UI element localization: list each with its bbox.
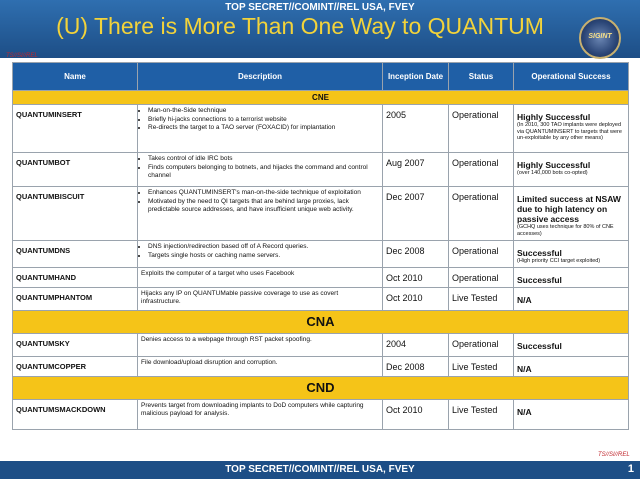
column-header-inception-date: Inception Date (383, 63, 449, 91)
column-header-operational-success: Operational Success (514, 63, 629, 91)
seal-text: SIGINT (588, 33, 612, 40)
program-name: QUANTUMPHANTOM (13, 287, 138, 310)
status: Operational (449, 153, 514, 187)
table-header-row (13, 63, 629, 91)
program-name: QUANTUMBISCUIT (13, 187, 138, 241)
table-row (13, 267, 629, 287)
status: Operational (449, 267, 514, 287)
status: Operational (449, 105, 514, 153)
footer-bar (0, 461, 640, 479)
table-row (13, 153, 629, 187)
table-row (13, 356, 629, 376)
program-name: QUANTUMSKY (13, 333, 138, 356)
table-row (13, 241, 629, 268)
program-description (138, 333, 383, 356)
operational-success (514, 333, 629, 356)
description-bullet: • DNS injection/redirection based off of A Record queries. (148, 243, 379, 252)
inception-date: 2004 (383, 333, 449, 356)
program-name: QUANTUMHAND (13, 267, 138, 287)
column-header-description: Description (138, 63, 383, 91)
description-bullets (141, 243, 379, 260)
description-bullet: • Finds computers belonging to botnets, and hijacks the command and control channel (148, 164, 379, 181)
status: Live Tested (449, 399, 514, 429)
inception-date: Oct 2010 (383, 267, 449, 287)
status: Live Tested (449, 287, 514, 310)
inception-date: Dec 2007 (383, 187, 449, 241)
description-text: Prevents target from downloading implants to DoD computers while capturing malicious payload for analysis. (141, 401, 364, 417)
header-bar (0, 0, 640, 58)
status: Operational (449, 241, 514, 268)
table-row (13, 333, 629, 356)
inception-date: 2005 (383, 105, 449, 153)
operational-success (514, 356, 629, 376)
column-header-status: Status (449, 63, 514, 91)
description-text: Hijacks any IP on QUANTUMable passive coverage to use as covert infrastructure. (141, 289, 339, 305)
success-summary: Successful (517, 248, 562, 258)
operational-success (514, 287, 629, 310)
success-summary: Limited success at NSAW due to high latency on passive access (517, 194, 621, 224)
success-summary: N/A (517, 406, 532, 417)
slide-title: (U) There is More Than One Way to QUANTUM (56, 13, 544, 39)
success-note: (GCHQ uses technique for 80% of CNE accesses) (517, 224, 614, 237)
table-row (13, 187, 629, 241)
success-summary: N/A (517, 363, 532, 374)
table-body (13, 91, 629, 430)
description-bullets (141, 189, 379, 215)
program-description (138, 153, 383, 187)
description-bullet: • Man-on-the-Side technique (148, 107, 379, 116)
classification-banner-top: TOP SECRET//COMINT//REL USA, FVEY (225, 2, 415, 13)
success-note: (High priority CCI target exploited) (517, 258, 601, 264)
success-note: (over 140,000 bots co-opted) (517, 170, 588, 176)
success-summary: Highly Successful (517, 112, 591, 122)
section-label: CND (13, 376, 629, 399)
description-bullet: • Targets single hosts or caching name servers. (148, 252, 379, 261)
inception-date: Dec 2008 (383, 356, 449, 376)
operational-success (514, 187, 629, 241)
description-bullets (141, 107, 379, 133)
portion-marking-bottom: TS//SI//REL (598, 452, 630, 458)
page-number: 1 (627, 463, 634, 475)
table-row (13, 399, 629, 429)
portion-marking-top: TS//SI//REL (6, 53, 38, 59)
classification-banner-bottom: TOP SECRET//COMINT//REL USA, FVEY (225, 464, 415, 475)
description-bullet: • Re-directs the target to a TAO server (FOXACID) for implantation (148, 124, 379, 133)
section-row-cna (13, 310, 629, 333)
program-name: QUANTUMDNS (13, 241, 138, 268)
section-label: CNA (13, 310, 629, 333)
table-row (13, 105, 629, 153)
success-summary: N/A (517, 294, 532, 305)
program-name: QUANTUMCOPPER (13, 356, 138, 376)
agency-seal-logo (579, 17, 621, 59)
success-note: (In 2010, 300 TAO implants were deployed via QUANTUMINSERT to targets that were un-exploitable by any other means) (517, 122, 622, 141)
quantum-table (12, 62, 629, 430)
program-description (138, 241, 383, 268)
description-bullet: • Takes control of idle IRC bots (148, 155, 379, 164)
operational-success (514, 267, 629, 287)
section-label: CNE (13, 91, 629, 105)
status: Operational (449, 333, 514, 356)
description-bullet: • Briefly hi-jacks connections to a terrorist website (148, 116, 379, 125)
program-description (138, 399, 383, 429)
description-text: Denies access to a webpage through RST packet spoofing. (141, 335, 312, 343)
program-description (138, 187, 383, 241)
success-summary: Successful (517, 340, 562, 351)
description-bullets (141, 155, 379, 181)
operational-success (514, 105, 629, 153)
description-text: File download/upload disruption and corruption. (141, 358, 278, 366)
description-text: Exploits the computer of a target who uses Facebook (141, 269, 295, 277)
description-bullet: • Enhances QUANTUMINSERT's man-on-the-side technique of exploitation (148, 189, 379, 198)
program-name: QUANTUMINSERT (13, 105, 138, 153)
section-row-cnd (13, 376, 629, 399)
table-row (13, 287, 629, 310)
success-summary: Highly Successful (517, 160, 591, 170)
inception-date: Aug 2007 (383, 153, 449, 187)
status: Operational (449, 187, 514, 241)
program-description (138, 267, 383, 287)
description-bullet: • Motivated by the need to QI targets that are behind large proxies, lack predictable source addresses, and have insufficient unique web activity. (148, 198, 379, 215)
inception-date: Oct 2010 (383, 287, 449, 310)
success-summary: Successful (517, 274, 562, 285)
operational-success (514, 153, 629, 187)
program-description (138, 105, 383, 153)
operational-success (514, 241, 629, 268)
program-name: QUANTUMSMACKDOWN (13, 399, 138, 429)
inception-date: Oct 2010 (383, 399, 449, 429)
status: Live Tested (449, 356, 514, 376)
program-description (138, 356, 383, 376)
program-name: QUANTUMBOT (13, 153, 138, 187)
operational-success (514, 399, 629, 429)
inception-date: Dec 2008 (383, 241, 449, 268)
section-row-cne (13, 91, 629, 105)
program-description (138, 287, 383, 310)
column-header-name: Name (13, 63, 138, 91)
